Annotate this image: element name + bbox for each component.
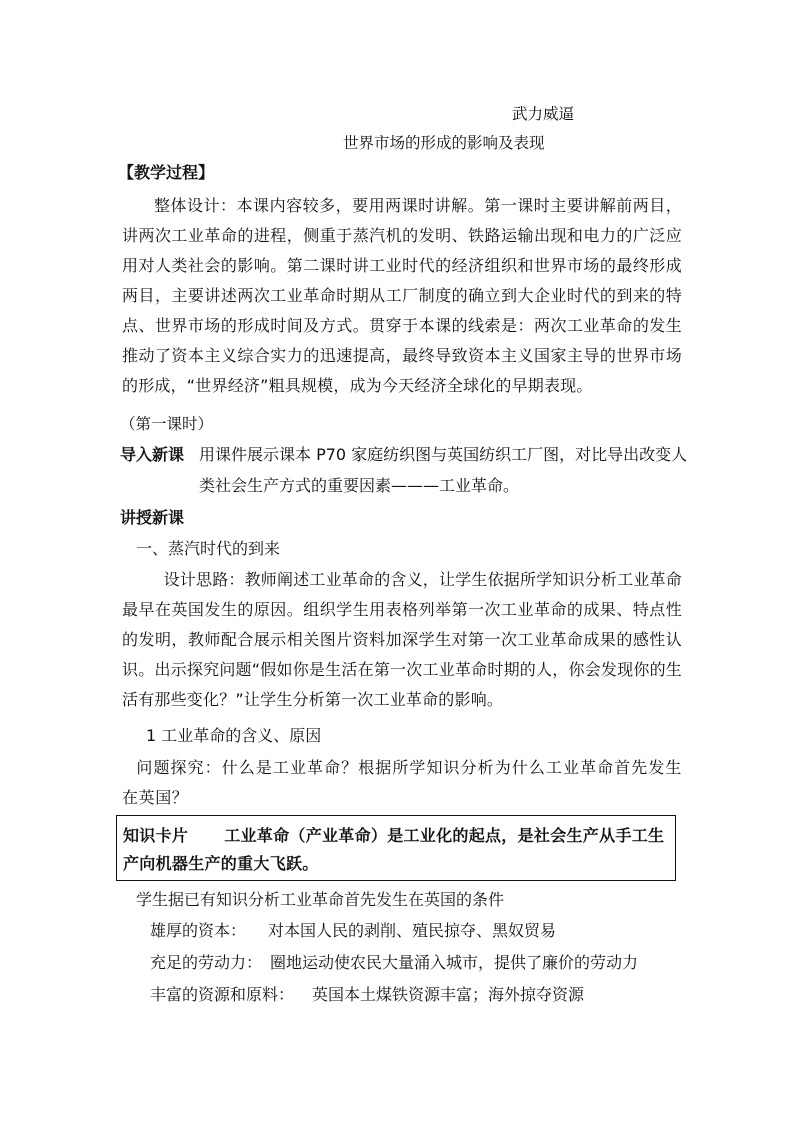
overall-design-paragraph: 整体设计：本课内容较多，要用两课时讲解。第一课时主要讲解前两目，讲两次工业革命的进程，侧重于蒸汽机的发明、铁路运输出现和电力的广泛应用对人类社会的影响。第二课时讲工业时代的经济组织和世界市场的最终形成两目，主要讲述两次工业革命时期从工厂制度的确立到大企业时代的到来的特点、世界市场的形成时间及方式。贯穿于本课的线索是：两次工业革命的发生推动了资本主义综合实力的迅速提高，最终导致资本主义国家主导的世界市场的形成，“世界经济”粗具规模，成为今天经济全球化的早期表现。	[122, 196, 682, 395]
point-one-heading: 1 工业革命的含义、原因	[146, 726, 322, 745]
condition-label: 丰富的资源和原料：	[150, 985, 295, 1004]
section-title: 【教学过程】	[118, 163, 215, 182]
knowledge-card-tag: 知识卡片	[123, 826, 189, 845]
condition-label: 雄厚的资本：	[150, 921, 247, 940]
condition-text: 圈地运动使农民大量涌入城市，提供了廉价的劳动力	[270, 953, 639, 972]
design-idea-paragraph: 设计思路：教师阐述工业革命的含义，让学生依据所学知识分析工业革命最早在英国发生的原因。组织学生用表格列举第一次工业革命的成果、特点性的发明，教师配合展示相关图片资料加深学生对第一次工业革命成果的感性认识。出示探究问题“假如你是生活在第一次工业革命时期的人，你会发现你的生活有那些变化？”让学生分析第一次工业革命的影响。	[122, 570, 682, 709]
part-one-heading: 一、蒸汽时代的到来	[136, 539, 281, 558]
analysis-intro: 学生据已有知识分析工业革命首先发生在英国的条件	[136, 890, 505, 909]
page-subtitle: 世界市场的形成的影响及表现	[343, 134, 545, 152]
author-line: 武力威逼	[512, 105, 575, 123]
intro-label: 导入新课	[120, 445, 185, 464]
lesson-one-label: （第一课时）	[120, 415, 214, 433]
question-paragraph: 问题探究：什么是工业革命？根据所学知识分析为什么工业革命首先发生在英国？	[122, 758, 682, 807]
intro-text-line2: 类社会生产方式的重要因素———工业革命。	[199, 476, 520, 495]
condition-text: 对本国人民的剥削、殖民掠夺、黑奴贸易	[268, 921, 557, 940]
knowledge-card-text: 工业革命（产业革命）是工业化的起点，是社会生产从手工生产向机器生产的重大飞跃。	[123, 826, 665, 873]
knowledge-card	[116, 815, 676, 881]
condition-row	[150, 985, 584, 1005]
condition-label: 充足的劳动力：	[150, 953, 263, 972]
condition-text: 英国本土煤铁资源丰富；海外掠夺资源	[312, 985, 585, 1004]
condition-row	[150, 921, 556, 941]
intro-text-line1: 用课件展示课本 P70 家庭纺织图与英国纺织工厂图，对比导出改变人	[199, 445, 688, 464]
teach-new-label: 讲授新课	[120, 508, 185, 527]
condition-row	[150, 953, 638, 973]
